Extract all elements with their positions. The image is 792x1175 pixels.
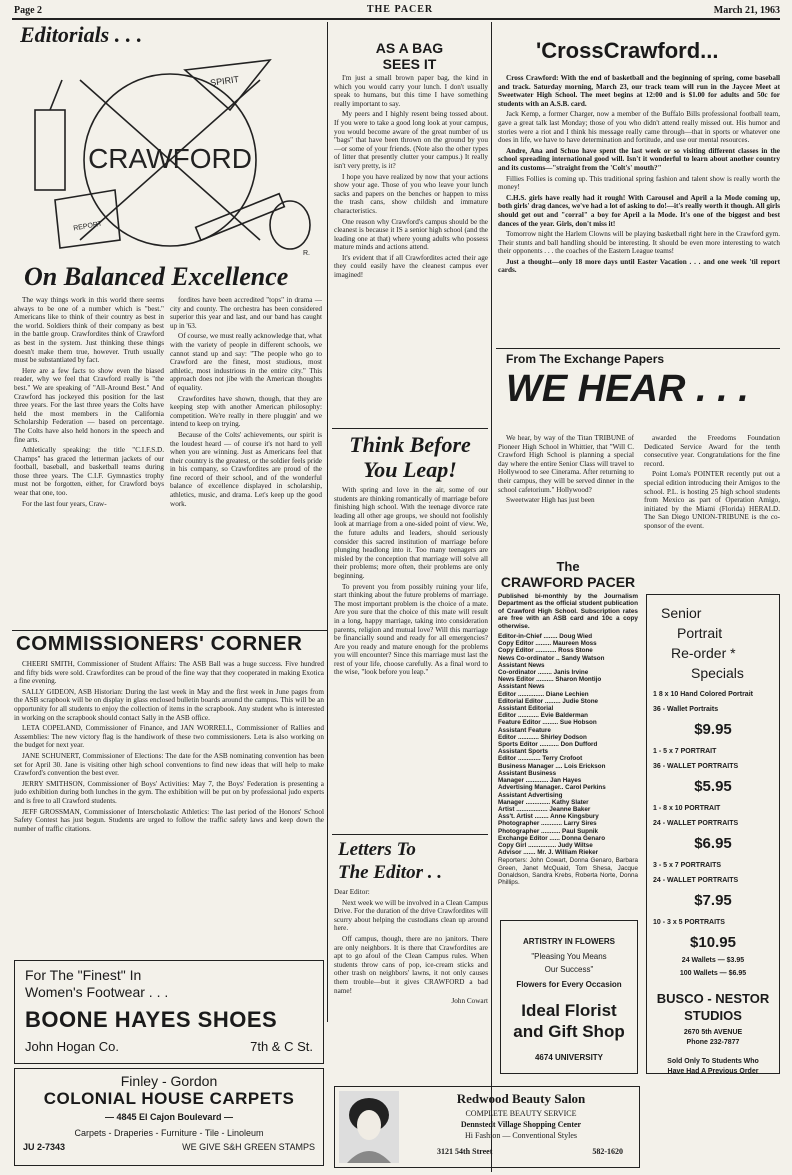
- boone-address: 7th & C St.: [250, 1039, 313, 1054]
- masthead-staff: [498, 633, 638, 856]
- issue-date: March 21, 1963: [713, 5, 780, 16]
- cartoon-artist-initial: R.: [303, 250, 310, 257]
- finley-line3: — 4845 El Cajon Boulevard —: [104, 1112, 234, 1122]
- masthead: [498, 560, 638, 920]
- senior-wallets2: 100 Wallets — $6.95: [679, 970, 747, 977]
- senior-offer: 3 - 5 x 7 PORTRAITS 24 - WALLET PORTRAITS $7.95: [653, 862, 739, 909]
- commissioners-p6: JEFF GROSSMAN, Commissioner of Interscholastic Athletics: The last period of the Honors' School Safety Contest has just begun. Students are urged to follow the traffic safety laws and keep down the number of traffic citations.: [14, 807, 324, 833]
- cross-p4: Fillies Follies is coming up. This traditional spring fashion and talent show is really worth the money!: [498, 174, 780, 192]
- senior-offer: 1 8 x 10 Hand Colored Portrait 36 - Wallet Portraits $9.95: [653, 691, 753, 738]
- florist-line2: "Pleasing You Means: [531, 952, 607, 961]
- cross-p3: Andre, Ana and Schuo have spent the last week or so visiting different classes in the school spreading international good will. Isn't it wonderful to learn about another country and its customs—"straight from the 'Colt's' mouth?": [498, 146, 780, 172]
- exchange-p2: Sweetwater High has just been: [506, 496, 595, 505]
- column-rule-1: [327, 22, 328, 1022]
- studio-note2: Have Had A Previous Order: [667, 1068, 759, 1074]
- staff-line: Business Manager .... Lois Erickson: [498, 762, 606, 770]
- redwood-salon-ad: [334, 1086, 640, 1168]
- studio-name1: BUSCO - NESTOR: [656, 991, 770, 1006]
- staff-line: Advertising Manager.. Carol Perkins: [498, 784, 606, 792]
- staff-line: Editorial Editor ......... Judie Stone: [498, 697, 599, 705]
- letters-salutation: Dear Editor:: [334, 888, 370, 896]
- salon-phone: 582-1620: [592, 1147, 623, 1156]
- cartoon-podium: [35, 110, 65, 190]
- bag-p5: It's evident that if all Crawfordites acted their age they could easily have the cleanest campus ever imagined!: [334, 253, 488, 280]
- masthead-reporters: Reporters: John Cowart, Donna Genaro, Barbara Green, Janet McQuaid, Tom Shesa, Jacque Donaldson, Sandra Krebs, Roberta Norte, Donna Phillips.: [498, 857, 638, 886]
- staff-line: Editor ............... Diane Lechien: [498, 690, 589, 698]
- balanced-p2: Here are a few facts to show even the biased reader, why we feel that Crawford really is "the best." We are speaking of "All-Around Best." And Crawford has jockeyed this position for the last three years. For the last three years the Colts have held the most members in the California Scholarship Federation — based on percentage. The Colts have also held honors in the speech and fine arts.: [14, 366, 164, 444]
- balanced-p5: fordites have been accredited "tops" in drama — city and county. The orchestra has been considered superior this year and last, and our band has caught up in '63.: [170, 296, 322, 330]
- staff-line: Photographer ........... Paul Supnik: [498, 827, 599, 835]
- salon-line3: Hi Fashion — Conventional Styles: [465, 1131, 577, 1140]
- boone-line1: For The "Finest" In: [25, 967, 142, 983]
- balanced-p3: Athletically speaking: the title "C.I.F.S.D. Champs" has graced the letterman jackets of our football, baseball, and basketball teams during those three years. The C.I.F. Gymnastics trophy must not be forgotten, either, for Crawford boys wear that one, too.: [14, 446, 164, 498]
- studio-name2: STUDIOS: [684, 1008, 742, 1023]
- crawford-cartoon: [20, 50, 320, 260]
- staff-line: Manager ............. Jan Hayes: [498, 777, 582, 785]
- senior-line1: Senior: [661, 605, 702, 621]
- cross-p7: Just a thought—only 18 more days until Easter Vacation . . . and one week 'til report cards.: [498, 257, 780, 275]
- commissioners-body: [14, 660, 324, 958]
- editorials-title: Editorials . . .: [20, 22, 143, 47]
- cartoon-pennant-word: SPIRIT: [209, 74, 240, 88]
- crosscrawford-title: 'CrossCrawford...: [536, 38, 719, 63]
- boone-name: BOONE HAYES SHOES: [25, 1007, 278, 1032]
- florist-line4: Flowers for Every Occasion: [516, 980, 622, 989]
- finley-line1: Finley - Gordon: [120, 1073, 218, 1089]
- senior-line3: Re-order *: [671, 645, 736, 661]
- balanced-p7: Crawfordites have shown, though, that they are keeping step with another American philosophy: competition. We're really in there pluggin' and we intend to keep on trying.: [170, 394, 322, 429]
- florist-name2: and Gift Shop: [513, 1022, 625, 1041]
- staff-line: Artist .................. Jeanne Baker: [498, 805, 591, 813]
- commissioners-p5: JERRY SMITHSON, Commissioner of Boys' Activities: May 7, the Boys' Federation is presenting a judo exhibition during both lunches in the gym. The exhibition will be put on by professional judo experts and is free to all Crawford students.: [14, 779, 324, 805]
- staff-line: Advisor ....... Mr. J. William Rieker: [498, 849, 599, 857]
- bag-p1: I'm just a small brown paper bag, the kind in which you would carry your lunch. I don't usually speak to humans, but this time I have something really important to say.: [334, 74, 488, 108]
- staff-line: Sports Editor ........... Don Dufford: [498, 741, 598, 749]
- cartoon-torch: [50, 80, 62, 110]
- senior-offer: 1 - 8 x 10 PORTRAIT 24 - WALLET PORTRAITS $6.95: [653, 805, 739, 852]
- balanced-title: On Balanced Excellence: [24, 262, 289, 291]
- staff-line: Assistant Advertising: [498, 791, 563, 799]
- exchange-title: WE HEAR . . .: [506, 368, 749, 410]
- boone-hayes-ad: [14, 960, 324, 1064]
- exchange-col2: [644, 434, 780, 584]
- commissioners-p2: SALLY GIDEON, ASB Historian: During the last week in May and the first week in June pages from the ASB scrapbook will be on display in glass enclosed bulletin boards around the campus. This will be an opportunity for all students to enjoy the collection of items in the scrapbook. Any student who is interested in working on the scrapbook should contact Sally in the ASB office.: [14, 687, 324, 722]
- florist-line1: ARTISTRY IN FLOWERS: [523, 937, 615, 946]
- salon-line2: Dennstedt Village Shopping Center: [460, 1120, 582, 1129]
- staff-line: Assistant Sports: [498, 748, 549, 756]
- studio-phone: Phone 232-7877: [686, 1039, 740, 1046]
- letters-p2: Off campus, though, there are no janitors. There are only neighbors. It is there that Crawfordites are apt to go afoul of the Clean Campus rules. When students throw cans of pop, ice-cream sticks and other trash on neighbors' lawns, it not only causes them trouble—but it gives CRAWFORD a bad name!: [334, 934, 488, 995]
- florist-line3: Our Success": [544, 965, 594, 974]
- staff-line: Assistant News: [498, 661, 545, 669]
- salon-line1: COMPLETE BEAUTY SERVICE: [465, 1109, 577, 1118]
- senior-offer: 10 - 3 x 5 PORTRAITS $10.95: [653, 919, 736, 951]
- boone-line2: Women's Footwear . . .: [25, 984, 169, 1000]
- balanced-col1: [14, 296, 164, 626]
- exchange-p4: Point Loma's POINTER recently put out a special edition introducing their Amigos to the school. P.L. is hosting 25 high school students from Mexico as part of Operation Amigo, initiated by the Miami (Florida) HERALD. The San Diego UNION-TRIBUNE is the co-sponsor of the event.: [644, 470, 780, 530]
- think-p2: To prevent you from possibly ruining your life, start thinking about the future problems of marriage. The most important problem is the choice of a mate. Are you sure that the choice of this mate will result in a long, happy marriage, taking into consideration parents, religion and mutual love? Will this marriage be financially sound and ready for all emergencies? Are you ready and mature enough for the problems you will encounter? Since this marriage must last the rest of your life, choose carefully. As a final word to the wise, "look before you leap.": [334, 582, 488, 677]
- header-rule: [12, 18, 780, 20]
- staff-line: Copy Editor ............ Ross Stone: [498, 647, 593, 655]
- senior-offer: 1 - 5 x 7 PORTRAIT 36 - WALLET PORTRAITS $5.95: [653, 748, 739, 795]
- salon-address: 3121 54th Street: [437, 1147, 493, 1156]
- exchange-p3: awarded the Freedoms Foundation Dedicated Service Award for the tenth consecutive year. Congratulations for the fine record.: [644, 434, 780, 468]
- staff-line: Feature Editor ......... Sue Hobson: [498, 719, 597, 727]
- staff-line: Ass't. Artist ........ Anne Kingsbury: [498, 813, 599, 821]
- studio-note1: Sold Only To Students Who: [667, 1058, 759, 1065]
- staff-line: Co-ordinator ........ Janis Irvine: [498, 669, 589, 677]
- balanced-p6: Of course, we must really acknowledge that, what with the variety of people in different schools, we cannot stand up and say: "The people who go to Crawford are the finest, most studious, most athletic, most industrious in the entire city." This approach does not jibe with the American thoughts of equality.: [170, 332, 322, 392]
- letters-title: Letters To The Editor . .: [338, 839, 442, 883]
- bag-p3: I hope you have realized by now that your actions show your age. Those of you who leave your lunch sacks and papers on the benches or happen to miss the trash cans, show childish and immature characteristics.: [334, 172, 488, 215]
- masthead-name: CRAWFORD PACER: [500, 574, 636, 590]
- staff-line: Assistant News: [498, 683, 545, 691]
- salon-portrait-icon: [339, 1091, 399, 1163]
- balanced-p4: For the last four years, Craw-: [22, 499, 107, 508]
- letters-p1: Next week we will be involved in a Clean Campus Drive. For the duration of the drive Crawfordites will scurry about helping the custodians clean up around here.: [334, 898, 488, 933]
- staff-line: Copy Girl ................ Judy Wiltse: [498, 841, 593, 849]
- staff-line: Assistant Editorial: [498, 705, 554, 713]
- masthead-desc: Published bi-monthly by the Journalism Department as the official student publication of Crawford High School. Subscription rates are free with an ASB card and 10c a copy otherwise.: [498, 593, 638, 630]
- crosscrawford-body: [498, 74, 780, 344]
- senior-wallets1: 24 Wallets — $3.95: [681, 957, 745, 964]
- cross-p6: Tomorrow night the Harlem Clowns will be playing basketball right here in the Crawford gym. Their stunts and ball handling should be interesting. It should be even more interesting to watch their opponents . . . the coaches of the Eastern League teams!: [498, 230, 780, 256]
- think-p1: With spring and love in the air, some of our students are thinking romantically of marriage before finishing high school. With the teenage divorce rate leading all other age groups, we should not foolishly look at marriage from a one-sided point of view. We, the future adults and leaders, should seriously consider this sacred institution of marriage before plunging headlong into it. Too many teenagers are misled by the conception that marriage will solve all their problems; more often, their problems are only beginning.: [334, 486, 488, 580]
- bag-title: AS A BAG SEES IT: [375, 40, 444, 72]
- florist-name1: Ideal Florist: [521, 1001, 617, 1020]
- staff-line: Editor ............ Shirley Dodson: [498, 733, 587, 741]
- cartoon-glove: [270, 201, 310, 249]
- bag-p4: One reason why Crawford's campus should be the cleanest is because it IS a senior high school (and the leading one at that) where young adults who possess mature minds and actions attend.: [334, 217, 488, 252]
- letters-signature: John Cowart: [451, 997, 488, 1006]
- ideal-florist-ad: [500, 920, 638, 1074]
- salon-name: Redwood Beauty Salon: [456, 1091, 586, 1106]
- bag-p2: My peers and I highly resent being tossed about. If you were to take a good long look at your campus, you would become aware of the great number of us "bags" that have been thrown on the ground by you—or some of your friends. (Note also the other types of litter that presently clutter your campus.) It really isn't very pretty, is it?: [334, 110, 488, 170]
- letters-body: [334, 888, 488, 1064]
- think-title: Think Before You Leap!: [349, 432, 471, 482]
- commissioners-p4: JANE SCHUNERT, Commissioner of Elections: The date for the ASB nominating convention has been set for April 30. Jane is visiting other high school conventions to find new ideas that will help to make Crawford's convention the best ever.: [14, 751, 324, 778]
- exchange-kicker: From The Exchange Papers: [506, 352, 665, 366]
- bag-body: [334, 74, 488, 426]
- staff-line: Copy Editor ......... Maureen Moss: [498, 640, 597, 648]
- finley-line2: COLONIAL HOUSE CARPETS: [43, 1089, 295, 1108]
- finley-line4: Carpets - Draperies - Furniture - Tile - Linoleum: [74, 1128, 264, 1138]
- cross-p1: Cross Crawford: With the end of basketball and the beginning of spring, come baseball and track. Saturday morning, March 23, our track team will run in the Jaycee Meet at Sweetwater High School. The meet begins at 12:00 and is $1.00 for adults and 50c for students with an A.S.B. card.: [498, 74, 780, 108]
- senior-portrait-ad: [646, 594, 780, 1074]
- paper-name: THE PACER: [366, 4, 434, 15]
- page-number: Page 2: [14, 5, 43, 16]
- column-rule-2: [491, 22, 492, 1172]
- senior-line4: Specials: [691, 665, 744, 681]
- exchange-p1: We hear, by way of the Titan TRIBUNE of Pioneer High School in Whittier, that "Will C. Crawford High School is planning a special day where the entire Senior Class will travel to Hollywood to see Cinerama. After returning to their campus, they will be served dinner in the school cafetorium." Hollywood?: [498, 434, 634, 494]
- staff-line: Editor ............ Evie Balderman: [498, 712, 588, 720]
- senior-line2: Portrait: [677, 625, 723, 641]
- finley-gordon-ad: [14, 1068, 324, 1166]
- finley-phone: JU 2-7343: [23, 1142, 66, 1152]
- staff-line: News Co-ordinator .. Sandy Watson: [498, 654, 605, 662]
- staff-line: Editor-in-Chief ........ Doug Wied: [498, 633, 593, 641]
- staff-line: Photographer ............ Larry Sires: [498, 820, 597, 828]
- commissioners-p1: CHEERI SMITH, Commissioner of Student Affairs: The ASB Ball was a huge success. Five hundred and fifty bids were sold. Crawfordites can be proud of the fine way that they cooperated in making Exotica a fine evening.: [14, 660, 324, 686]
- cartoon-word: CRAWFORD: [88, 143, 252, 174]
- staff-line: Manager .............. Kathy Slater: [498, 798, 589, 806]
- staff-line: News Editor .......... Sharon Montijo: [498, 676, 602, 684]
- balanced-col2: [170, 296, 322, 626]
- cartoon-report-word: REPORT: [72, 220, 103, 233]
- cross-p5: C.H.S. girls have really had it rough! With Carousel and April a la Mode coming up, both girls' drag dances, we've had a lot of asking to do!—it's really worth it though. All girls should get out and "corral" a boy for April a la Mode. It's one of the biggest and best dances of the year. Girls, don't miss it!: [498, 193, 780, 228]
- masthead-the: The: [556, 560, 580, 574]
- think-body: [334, 486, 488, 836]
- cartoon-report-paper: [55, 190, 120, 248]
- commissioners-p3: LETA COPELAND, Commissioner of Finance, and JAN WORRELL, Commissioner of Rallies and Assemblies: The new victory flag is the handiwork of these two commissioners. Leta is also working on the budget for next year.: [14, 724, 324, 750]
- finley-stamps: WE GIVE S&H GREEN STAMPS: [182, 1142, 315, 1152]
- staff-line: Assistant Business: [498, 769, 557, 777]
- florist-address: 4674 UNIVERSITY: [534, 1053, 604, 1062]
- studio-address: 2670 5th AVENUE: [683, 1029, 743, 1036]
- staff-line: Exchange Editor ...... Donna Genaro: [498, 834, 606, 842]
- staff-line: Editor ............. Terry Crofoot: [498, 755, 583, 763]
- balanced-p1: The way things work in this world there seems always to be one of a number which is "best." Americans like to think of their country as best in the world. Soldiers think of their company as best in the battle group. Crawfordites think of Crawford as best in the system. Just thinking these things doesn't make them true, however. Truth usually must be substantiated by fact.: [14, 296, 164, 365]
- exchange-col1: [498, 434, 634, 554]
- commissioners-title: COMMISSIONERS' CORNER: [16, 632, 303, 655]
- cross-p2: Jack Kemp, a former Charger, now a member of the Buffalo Bills professional football team, gave a great talk last Monday; those of you who didn't attend really missed out. His humor and stories were a riot and I think his message really came through—that in sports or whatever one does in life, we have to have determination and fortitude, and use our mental resources.: [498, 110, 780, 145]
- balanced-p8: Because of the Colts' achievements, our spirit is the loudest heard — of course it's not hard to yell when you are winning. Just as Americans feel that their country is the greatest, or the soldier feels pride in his company, so Crawfordites are proud of the fine record of their school, and of the wonderful balance of excellence displayed in scholarship, athletics, music, and drama. Let's keep up the good work.: [170, 430, 322, 508]
- boone-owner: John Hogan Co.: [25, 1039, 119, 1054]
- staff-line: Assistant Feature: [498, 726, 551, 734]
